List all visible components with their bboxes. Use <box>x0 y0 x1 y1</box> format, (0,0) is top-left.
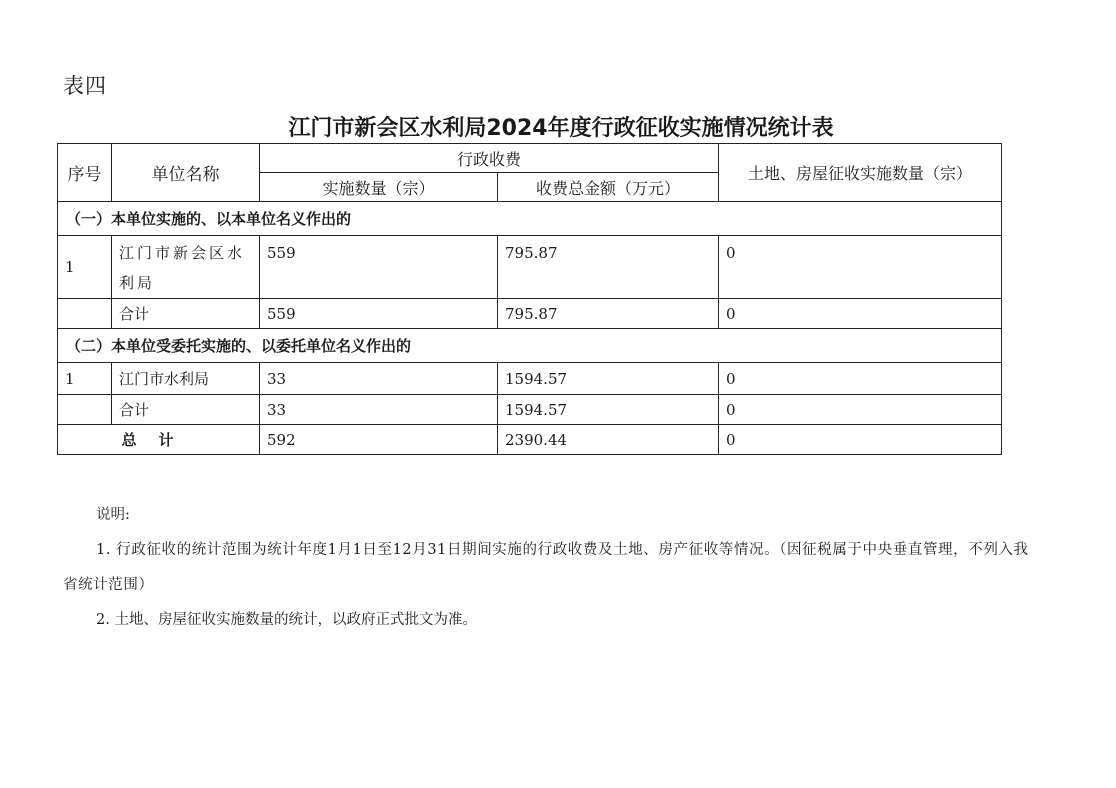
row-land: 0 <box>719 236 1002 299</box>
grand-total-land: 0 <box>719 425 1002 455</box>
row-seq: 1 <box>58 236 112 299</box>
header-fee-total: 收费总金额（万元） <box>498 173 719 202</box>
table-row <box>58 236 1002 299</box>
section-row <box>58 202 1002 236</box>
section-title: （二）本单位受委托实施的、以委托单位名义作出的 <box>58 329 1002 363</box>
table-row <box>58 363 1002 395</box>
notes-heading: 说明: <box>96 507 130 523</box>
subtotal-seq <box>58 299 112 329</box>
subtotal-land: 0 <box>719 299 1002 329</box>
row-count: 559 <box>260 236 498 299</box>
subtotal-count: 559 <box>260 299 498 329</box>
document-title: 江门市新会区水利局2024年度行政征收实施情况统计表 <box>288 116 834 141</box>
subtotal-amount: 1594.57 <box>498 395 719 425</box>
subtotal-count: 33 <box>260 395 498 425</box>
grand-total-amount: 2390.44 <box>498 425 719 455</box>
subtotal-label: 合计 <box>112 395 260 425</box>
note-item: 2. 土地、房屋征收实施数量的统计，以政府正式批文为准。 <box>96 612 477 628</box>
grand-total-label: 总计 <box>58 425 260 455</box>
row-count: 33 <box>260 363 498 395</box>
section-row <box>58 329 1002 363</box>
header-row-1 <box>58 144 1002 173</box>
row-unit: 江门市水利局 <box>112 363 260 395</box>
header-admin-fee: 行政收费 <box>260 144 719 173</box>
grand-total-row <box>58 425 1002 455</box>
subtotal-amount: 795.87 <box>498 299 719 329</box>
subtotal-row <box>58 299 1002 329</box>
note-item: 1. 行政征收的统计范围为统计年度1月1日至12月31日期间实施的行政收费及土地、房产征收等情况。（因征税属于中央垂直管理，不列入我省统计范围） <box>63 542 1029 593</box>
row-amount: 1594.57 <box>498 363 719 395</box>
subtotal-label: 合计 <box>112 299 260 329</box>
subtotal-land: 0 <box>719 395 1002 425</box>
subtotal-row <box>58 395 1002 425</box>
notes-section <box>63 498 1038 638</box>
header-seq: 序号 <box>58 144 112 202</box>
table-label: 表四 <box>63 74 107 98</box>
section-title: （一）本单位实施的、以本单位名义作出的 <box>58 202 1002 236</box>
statistics-table <box>57 143 1002 455</box>
header-land-count: 土地、房屋征收实施数量（宗） <box>719 144 1002 202</box>
subtotal-seq <box>58 395 112 425</box>
row-unit: 江门市新会区水利局 <box>112 236 260 299</box>
grand-total-count: 592 <box>260 425 498 455</box>
row-seq: 1 <box>58 363 112 395</box>
header-impl-count: 实施数量（宗） <box>260 173 498 202</box>
row-amount: 795.87 <box>498 236 719 299</box>
row-land: 0 <box>719 363 1002 395</box>
header-unit-name: 单位名称 <box>112 144 260 202</box>
